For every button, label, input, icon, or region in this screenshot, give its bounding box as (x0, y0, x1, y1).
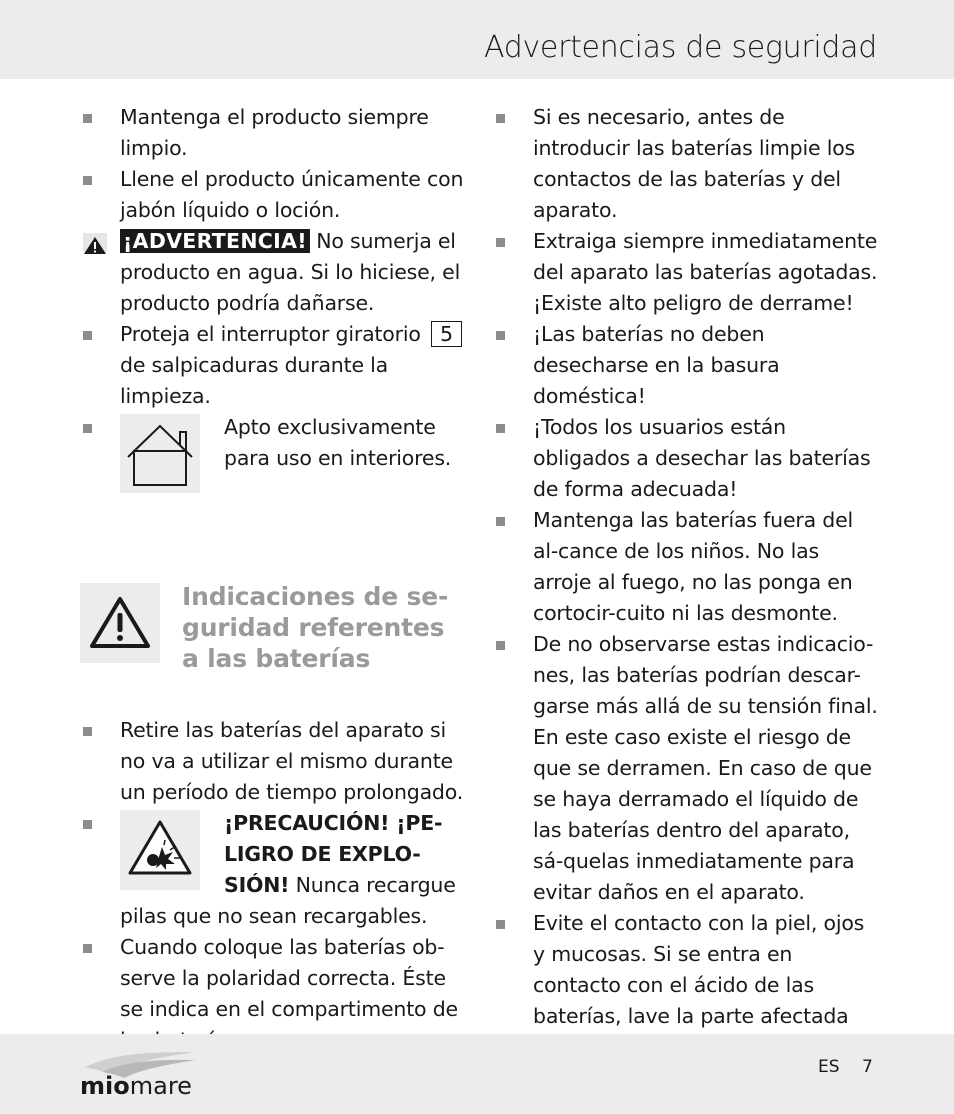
list-item: De no observarse estas indicacio-nes, las baterías podrían descar-garse más allá de su tensión final. En este caso existe el riesgo de que se derramen. En caso de que se haya derramado el líquido de las baterías dentro del aparato, sá-quelas inmediatamente para evitar daños en el aparato. (493, 629, 878, 908)
square-bullet-icon (83, 820, 92, 829)
list-item: ¡Todos los usuarios están obligados a desechar las baterías de forma adecuada! (493, 412, 878, 505)
battery-section-header (80, 581, 465, 681)
square-bullet-icon (496, 331, 505, 340)
list-item: Apto exclusivamente para uso en interiores. (80, 412, 465, 493)
square-bullet-icon (496, 517, 505, 526)
page-number: 7 (862, 1057, 873, 1077)
square-bullet-icon (496, 238, 505, 247)
square-bullet-icon (83, 944, 92, 953)
section-title: Indicaciones de se- guridad referentes a las baterías (182, 582, 449, 673)
list-item: Mantenga el producto siempre limpio. (80, 102, 465, 164)
list-item: Evite el contacto con la piel, ojos y mucosas. Si se entra en contacto con el ácido de las baterías, lave la parte afectada (493, 908, 878, 1094)
explosion-hazard-icon (120, 810, 200, 890)
language-code: ES (818, 1057, 840, 1077)
part-reference-badge: 5 (431, 321, 462, 347)
brand-logo (80, 1048, 200, 1098)
square-bullet-icon (83, 176, 92, 185)
square-bullet-icon (496, 424, 505, 433)
list-item: Proteja el interruptor giratorio 5 de salpicaduras durante la limpieza. (80, 319, 465, 412)
right-column (493, 102, 878, 1094)
square-bullet-icon (83, 331, 92, 340)
list-item: Cuando coloque las baterías ob-serve la polaridad correcta. Éste se indica en el compartimento de (80, 932, 465, 1056)
warning-label: ¡ADVERTENCIA! (120, 229, 310, 253)
warning-triangle-icon (80, 583, 160, 663)
list-item: Extraiga siempre inmediatamente del aparato las baterías agotadas. ¡Existe alto peligro de derrame! (493, 226, 878, 319)
caution-item: ¡PRECAUCIÓN! ¡PE- LIGRO DE EXPLO- SIÓN! Nunca recargue pilas que no sean recargables. (80, 808, 465, 932)
square-bullet-icon (83, 727, 92, 736)
page-title: Advertencias de seguridad (484, 30, 877, 65)
square-bullet-icon (83, 424, 92, 433)
house-indoor-icon (120, 414, 200, 493)
square-bullet-icon (496, 641, 505, 650)
warning-item: ¡ADVERTENCIA! No sumerja el producto en agua. Si lo hiciese, el producto podría dañarse. (80, 226, 465, 319)
list-item: Si es necesario, antes de introducir las baterías limpie los contactos de las baterías y del aparato. (493, 102, 878, 226)
list-item: Retire las baterías del aparato si no va a utilizar el mismo durante un período de tiempo prolongado. (80, 715, 465, 808)
square-bullet-icon (83, 114, 92, 123)
svg-text:miomare: miomare (80, 1072, 192, 1098)
list-item: Llene el producto únicamente con jabón líquido o loción. (80, 164, 465, 226)
left-column (80, 102, 465, 1056)
square-bullet-icon (496, 920, 505, 929)
list-item: ¡Las baterías no deben desecharse en la basura doméstica! (493, 319, 878, 412)
list-item: Mantenga las baterías fuera del al-cance de los niños. No las arroje al fuego, no las ponga en cortocir-cuito ni las desmonte. (493, 505, 878, 629)
square-bullet-icon (496, 114, 505, 123)
warning-triangle-icon (83, 233, 107, 252)
